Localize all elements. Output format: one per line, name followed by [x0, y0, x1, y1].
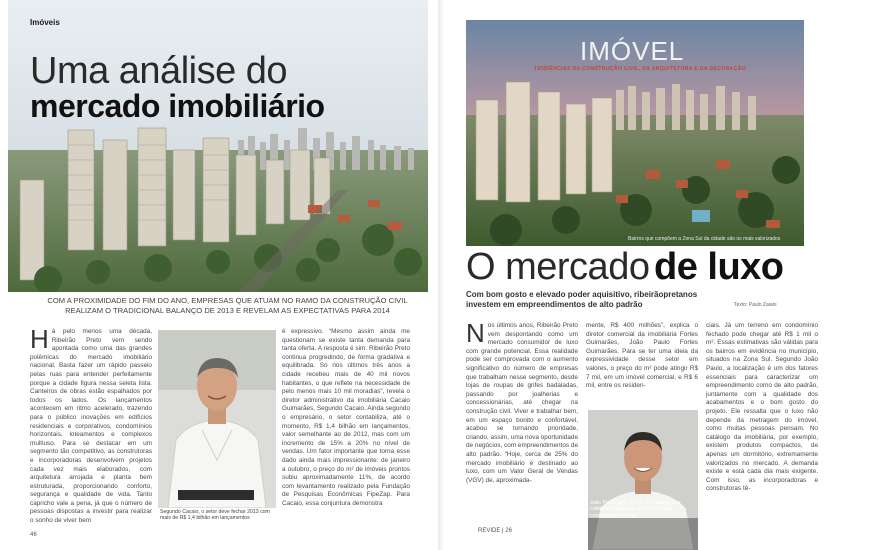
left-body-text-1: á pelo menos uma década, Ribeirão Preto vem sendo apontada como uma das grandes polêmicas do mercado imobiliário nacional. Basta fazer um rápido passeio pelas ruas para entender perfeitamente porque a cidade figura nessa seleta lista. Canteiros de obras estão espalhados por todos os lados. Os lançamentos acontecem em ritmo acelerado, trazendo para o público inovações em edifícios residenciais e corporativos, condomínios horizontais, loteamentos e complexos multiuso. Para se destacar em um segmento tão competitivo, as construtoras e incorporadoras desenvolvem projetos cada vez mais elaborados, com arquitetura arrojada e planta bem estruturada, proporcionando conforto, segurança e qualidade de vida. Tanto capricho vale a pena, já que o número de pessoas dispostas a investir para realizar o sonho de viver bem: [30, 328, 152, 525]
article-title-line2: mercado imobiliário: [30, 88, 325, 124]
section-tag: Imóveis: [30, 18, 60, 27]
left-page: [0, 0, 438, 550]
city-skyline-photo: [8, 0, 428, 292]
left-body-column-1: [30, 324, 152, 528]
dropcap: H: [30, 324, 49, 354]
page-number: 46: [30, 532, 37, 538]
portrait-caption: Segundo Cacaio, o setor deve fechar 2013 com mais de R$ 1,4 bilhão em lançamentos: [160, 509, 270, 522]
right-body-column-2: mente, R$ 400 milhões”, explica o diretor comercial da imobiliária Fortes Guimarães, João Paulo Fortes Guimarães. Para se ter uma ideia da expressividade desse setor em valores, o preço do m² pode atingir R$ 7 mil, em um imóvel comercial, e R$ 6 mil, entre os residen-: [586, 322, 698, 390]
portrait-photo-cacaio: [158, 330, 276, 508]
right-body-column-1: [466, 318, 578, 530]
author-credit: Texto: Paulo Zaiani: [734, 302, 777, 308]
magazine-section-subtitle: TENDÊNCIAS DA CONSTRUÇÃO CIVIL, DA ARQUITETURA E DA DECORAÇÃO: [534, 66, 747, 72]
skyline-illustration: [8, 0, 428, 292]
article-title-bold: de luxo: [654, 246, 784, 288]
portrait-illustration: [588, 410, 698, 550]
article-standfirst: Com bom gosto e elevado poder aquisitivo, ribeirãopretanos investem em empreendimentos de alto padrão: [466, 290, 698, 309]
right-body-column-3: ciais. Já um terreno em condomínio fechado pode chegar até R$ 1 mil o m². Essas estimativas são válidas para os bairros em evidência no município, situados na Zona Sul. Segundo João Paulo, a localização é um dos fatores essenciais para caracterizar um empreendimento como de alto padrão, juntamente com a qualidade dos acabamentos e o bom gosto do projeto. Ele ressalta que o luxo não depende da metragem do imóvel, como muitas pessoas pensam. No catálogo da imobiliária, por exemplo, existem produtos compactos, de apenas um dormitório, extremamente valorizados no mercado. A demanda existe e está cada dia mais exigente. Com isso, as incorporadoras e construtoras tê-: [706, 322, 818, 493]
portrait-photo-joao-paulo: [588, 410, 698, 550]
article-title-light: O mercado: [466, 246, 650, 288]
portrait-caption: João Paulo lista alguns dos fatores que colaboram para que um imóvel seja considerado de luxo: [590, 500, 681, 519]
spread-gutter: [438, 0, 448, 550]
right-page: [448, 0, 880, 550]
dropcap: N: [466, 318, 485, 348]
article-title-line1: Uma análise do: [30, 50, 288, 92]
article-deck: COM A PROXIMIDADE DO FIM DO ANO, EMPRESAS QUE ATUAM NO RAMO DA CONSTRUÇÃO CIVIL REALIZAM O TRADICIONAL BALANÇO DE 2013 E REVELAM AS EXPECTATIVAS PARA 2014: [47, 296, 408, 315]
magazine-section-title: IMÓVEL: [580, 36, 685, 66]
left-body-column-3: é expressivo. “Mesmo assim ainda me questionam se existe tanta demanda para tanta oferta. A resposta é sim. Ribeirão Preto continua progredindo, de forma gradativa e equilibrada. Só nos últimos três anos a cidade recebeu mais de 40 mil novos habitantes, o que reflete na necessidade de pelo menos mais 10 mil moradias”, revela o diretor administrativo da imobiliária Cacaio Guimarães, Segundo Cacaio. Ainda segundo o empresário, o setor contabiliza, até o momento, R$ 1,4 bilhão em lançamentos, valor semelhante ao de 2012, mas com um incremento de 15% a 20% no nível de vendas. Um fator importante que torna esse dado ainda mais impressionante: de janeiro a outubro, o preço do m² de imóveis prontos subiu aproximadamente 11%, de acordo com levantamento realizado pela Fundação de Pesquisas Econômicas FipeZap. Para Cacaio, essa conjuntura demonstra: [282, 328, 410, 507]
portrait-illustration: [158, 330, 276, 508]
photo-caption: Bairros que compõem a Zona Sul da cidade são os mais valorizados: [628, 236, 781, 242]
right-body-text-1: os últimos anos, Ribeirão Preto vem despontando como um mercado consumidor de luxo com grande potencial. Essa realidade pode ser comprovada com o aumento significativo do número de empresas que trabalham nesse segmento, desde lojas de roupas de grifes badaladas, passando por joalherias e concessionárias, até chegar na construção civil. Viver e trabalhar bem, em um espaço bonito e confortável, acabou se tornando prioridade, criando, assim, uma nova oportunidade de negócios, com empreendimentos de alto padrão. “Hoje, cerca de 25% do mercado imobiliário é destinado ao luxo, com um Valor Geral de Vendas (VGV) de, aproximada-: [466, 322, 578, 484]
page-footer: REVIDE | 26: [478, 528, 512, 534]
